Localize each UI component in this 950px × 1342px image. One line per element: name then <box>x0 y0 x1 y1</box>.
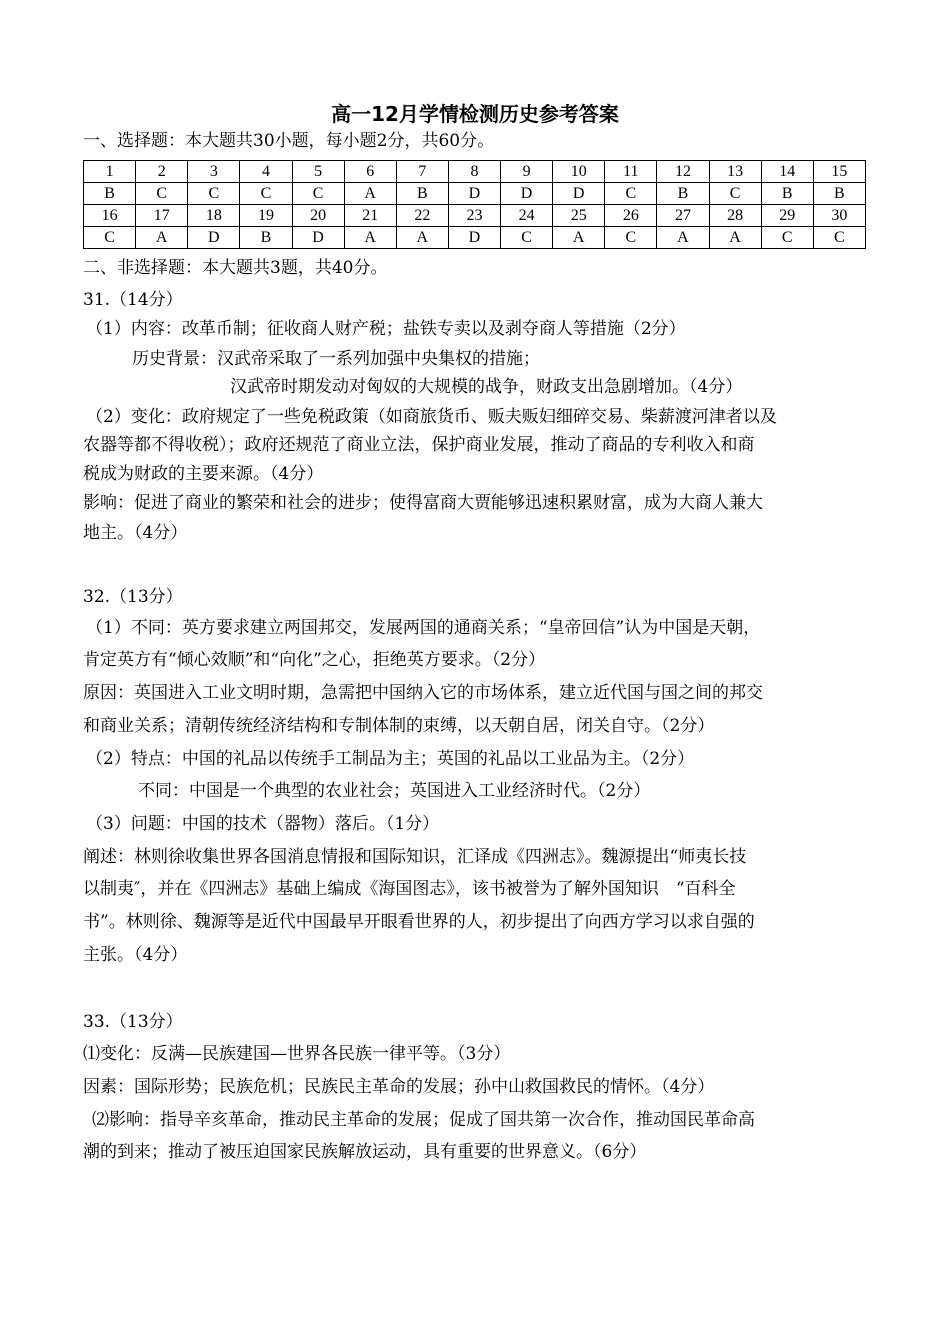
table-row <box>84 227 866 249</box>
table-row <box>84 183 866 205</box>
q32-line: 原因：英国进入工业文明时期，急需把中国纳入它的市场体系，建立近代国与国之间的邦交 <box>83 683 763 703</box>
q31-heading: 31.（14分） <box>83 290 183 310</box>
question-number-cell: 18 <box>188 205 240 227</box>
question-number-cell: 17 <box>136 205 188 227</box>
question-number-cell: 9 <box>501 161 553 183</box>
table-row <box>84 205 866 227</box>
question-number-cell: 14 <box>761 161 813 183</box>
q32-line: （1）不同：英方要求建立两国邦交，发展两国的通商关系；“皇帝回信”认为中国是天朝， <box>86 618 761 638</box>
answer-cell: C <box>605 227 657 249</box>
table-row <box>84 161 866 183</box>
answer-cell: D <box>292 227 344 249</box>
q31-line: 汉武帝时期发动对匈奴的大规模的战争，财政支出急剧增加。（4分） <box>230 377 743 397</box>
section-one-heading: 一、选择题：本大题共30小题，每小题2分，共60分。 <box>83 131 495 151</box>
question-number-cell: 26 <box>605 205 657 227</box>
question-number-cell: 24 <box>501 205 553 227</box>
question-number-cell: 6 <box>344 161 396 183</box>
answer-cell: B <box>813 183 865 205</box>
q32-heading: 32.（13分） <box>83 587 183 607</box>
q32-line: （3）问题：中国的技术（器物）落后。（1分） <box>86 814 440 834</box>
question-number-cell: 7 <box>396 161 448 183</box>
answer-cell: B <box>657 183 709 205</box>
q32-line: 书”。林则徐、魏源等是近代中国最早开眼看世界的人，初步提出了向西方学习以求自强的 <box>83 912 755 932</box>
question-number-cell: 19 <box>240 205 292 227</box>
q31-line: 历史背景：汉武帝采取了一系列加强中央集权的措施； <box>132 349 540 369</box>
question-number-cell: 5 <box>292 161 344 183</box>
question-number-cell: 20 <box>292 205 344 227</box>
question-number-cell: 11 <box>605 161 657 183</box>
q32-line: 和商业关系；清朝传统经济结构和专制体制的束缚，以天朝自居，闭关自守。（2分） <box>83 716 715 736</box>
question-number-cell: 12 <box>657 161 709 183</box>
q32-line: 阐述：林则徐收集世界各国消息情报和国际知识，汇译成《四洲志》。魏源提出“师夷长技 <box>83 847 747 867</box>
answer-cell: C <box>605 183 657 205</box>
question-number-cell: 16 <box>84 205 136 227</box>
answer-cell: C <box>501 227 553 249</box>
answer-cell: D <box>501 183 553 205</box>
answer-cell: A <box>709 227 761 249</box>
question-number-cell: 8 <box>448 161 500 183</box>
question-number-cell: 25 <box>553 205 605 227</box>
answer-cell: C <box>813 227 865 249</box>
q32-line: 以制夷″，并在《四洲志》基础上编成《海国图志》，该书被誉为了解外国知识 “百科全 <box>83 879 736 899</box>
q32-line: 肯定英方有“倾心效顺”和“向化”之心，拒绝英方要求。（2分） <box>83 650 546 670</box>
answer-cell: B <box>84 183 136 205</box>
answer-cell: B <box>240 227 292 249</box>
question-number-cell: 10 <box>553 161 605 183</box>
q33-line: 潮的到来；推动了被压迫国家民族解放运动，具有重要的世界意义。（6分） <box>83 1142 647 1162</box>
question-number-cell: 29 <box>761 205 813 227</box>
q33-line: ⑴变化：反满—民族建国—世界各民族一律平等。（3分） <box>83 1044 511 1064</box>
answer-cell: A <box>136 227 188 249</box>
answer-cell: B <box>761 183 813 205</box>
question-number-cell: 27 <box>657 205 709 227</box>
question-number-cell: 1 <box>84 161 136 183</box>
question-number-cell: 22 <box>396 205 448 227</box>
answer-cell: D <box>448 183 500 205</box>
q33-line: ⑵影响：指导辛亥革命，推动民主革命的发展；促成了国共第一次合作，推动国民革命高 <box>92 1110 755 1130</box>
q31-line: 影响：促进了商业的繁荣和社会的进步；使得富商大贾能够迅速积累财富，成为大商人兼大 <box>83 493 763 513</box>
question-number-cell: 23 <box>448 205 500 227</box>
q31-line: 地主。（4分） <box>83 523 188 543</box>
q31-line: 农器等都不得收税）；政府还规范了商业立法，保护商业发展，推动了商品的专利收入和商 <box>83 435 755 455</box>
question-number-cell: 2 <box>136 161 188 183</box>
answer-cell: A <box>344 227 396 249</box>
answer-cell: C <box>136 183 188 205</box>
answer-table <box>83 160 866 249</box>
q31-line: （2）变化：政府规定了一些免税政策（如商旅货币、贩夫贩妇细碎交易、柴薪渡河津者以及 <box>86 407 777 427</box>
answer-cell: A <box>553 227 605 249</box>
question-number-cell: 28 <box>709 205 761 227</box>
answer-cell: A <box>344 183 396 205</box>
question-number-cell: 4 <box>240 161 292 183</box>
q31-line: 税成为财政的主要来源。（4分） <box>83 464 324 484</box>
answer-cell: C <box>761 227 813 249</box>
answer-cell: A <box>396 227 448 249</box>
question-number-cell: 21 <box>344 205 396 227</box>
answer-cell: C <box>188 183 240 205</box>
answer-cell: A <box>657 227 709 249</box>
question-number-cell: 30 <box>813 205 865 227</box>
q31-line: （1）内容：改革币制；征收商人财产税；盐铁专卖以及剥夺商人等措施（2分） <box>86 319 686 339</box>
q32-line: 主张。（4分） <box>83 945 188 965</box>
q33-heading: 33.（13分） <box>83 1012 183 1032</box>
q32-line: （2）特点：中国的礼品以传统手工制品为主；英国的礼品以工业品为主。（2分） <box>86 749 695 769</box>
page-title: 高一12月学情检测历史参考答案 <box>331 102 619 126</box>
q32-line: 不同：中国是一个典型的农业社会；英国进入工业经济时代。（2分） <box>138 781 651 801</box>
answer-cell: C <box>84 227 136 249</box>
q33-line: 因素：国际形势；民族危机；民族民主革命的发展；孙中山救国救民的情怀。（4分） <box>83 1077 715 1097</box>
question-number-cell: 13 <box>709 161 761 183</box>
answer-cell: D <box>553 183 605 205</box>
answer-cell: D <box>188 227 240 249</box>
answer-cell: B <box>396 183 448 205</box>
section-two-heading: 二、非选择题：本大题共3题，共40分。 <box>83 258 388 278</box>
answer-cell: C <box>709 183 761 205</box>
question-number-cell: 3 <box>188 161 240 183</box>
answer-cell: D <box>448 227 500 249</box>
question-number-cell: 15 <box>813 161 865 183</box>
answer-cell: C <box>292 183 344 205</box>
answer-cell: C <box>240 183 292 205</box>
